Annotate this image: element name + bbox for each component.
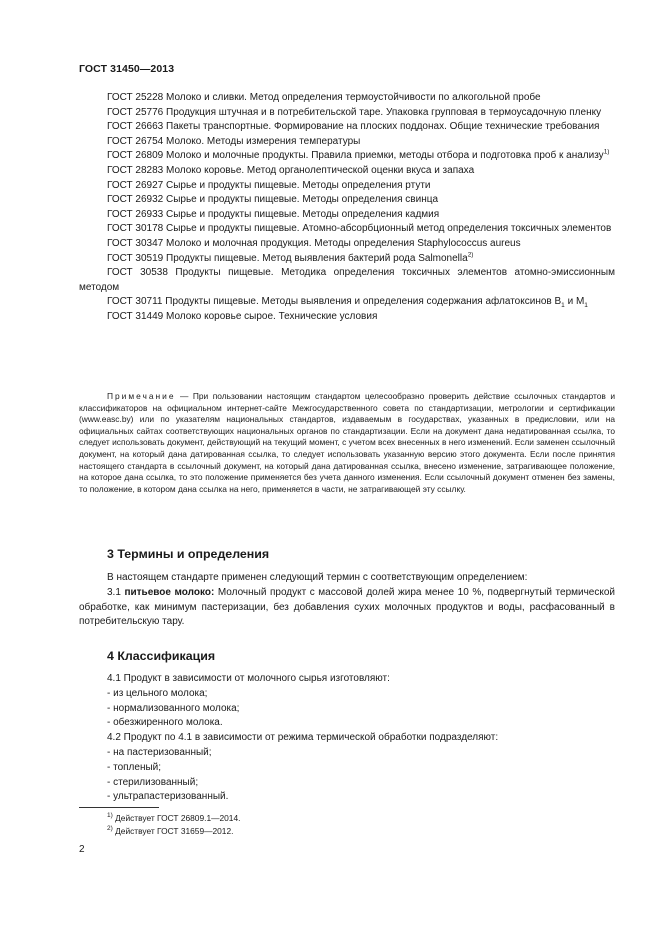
term-definition xyxy=(79,586,615,630)
list-item: - стерилизованный; xyxy=(107,776,199,788)
reference-title: Молоко коровье. Метод органолептической оценки вкуса и запаха xyxy=(166,164,475,176)
reference-item xyxy=(79,310,615,325)
reference-item xyxy=(79,106,615,121)
reference-title: Сырье и продукты пищевые. Методы определения ртути xyxy=(166,179,431,191)
footnote-divider xyxy=(79,807,159,808)
reference-code: ГОСТ 26933 xyxy=(107,208,164,220)
reference-item xyxy=(79,91,615,106)
footnote-mark: 2) xyxy=(107,825,113,833)
reference-code: ГОСТ 31449 xyxy=(107,310,164,322)
reference-title: Молоко и молочная продукция. Методы определения Staphylococcus aureus xyxy=(166,237,521,249)
section-4-body xyxy=(79,672,615,805)
reference-item xyxy=(79,266,615,295)
reference-title: Продукты пищевые. Метод выявления бактерий рода Salmonella xyxy=(166,252,468,264)
section-3-body xyxy=(79,571,615,630)
clause-4-2: 4.2 Продукт по 4.1 в зависимости от режима термической обработки подразделяют: xyxy=(107,732,499,744)
reference-code: ГОСТ 25228 xyxy=(107,92,164,103)
reference-code: ГОСТ 26663 xyxy=(107,121,164,133)
footnotes xyxy=(107,812,240,838)
section-3-intro: В настоящем стандарте применен следующий термин с соответствующим определением: xyxy=(107,572,528,583)
list-item: - из цельного молока; xyxy=(107,687,208,699)
reference-code: ГОСТ 30519 xyxy=(107,252,164,264)
list-item: - ультрапастеризованный. xyxy=(107,791,229,803)
reference-title: Продукты пищевые. Методы выявления и определения содержания афлатоксинов xyxy=(165,296,552,308)
footnote-marker: 2) xyxy=(467,251,474,259)
footnote-item xyxy=(107,812,240,825)
footnote-item xyxy=(107,825,240,838)
page-number: 2 xyxy=(79,844,85,855)
list-item: - топленый; xyxy=(107,761,162,773)
reference-item xyxy=(79,149,615,164)
reference-title: Сырье и продукты пищевые. Методы определения свинца xyxy=(166,194,439,206)
reference-code: ГОСТ 25776 xyxy=(107,106,164,118)
reference-code: ГОСТ 26927 xyxy=(107,179,164,191)
note-text: — При пользовании настоящим стандартом целесообразно проверить действие ссылочных стандартов и классификаторов на официальном интернет-сайте Межгосударственного совета по стандартизации, метрологии и сертификации (www.easc.by) или по указателям национальных стандартов, издаваемым в государствах, указанных в предисловии, или на официальных сайтах соответствующих национальных органов по стандартизации. Если на документ дана недатированная ссылка, то следует использовать документ, действующий на текущий момент, с учетом всех внесенных в него изменений. Если заменен ссылочный документ, на который дана датированная ссылка, то следует использовать указанную версию этого документа. Если после принятия настоящего стандарта в ссылочный документ, на который дана датированная ссылка, внесено изменение, затрагивающее положение, на которое дана ссылка, то это положение применяется без учета данного изменения. Если ссылочный документ отменен без замены, то положение, в котором дана ссылка на него, применяется в части, не затрагивающей эту ссылку. xyxy=(79,391,615,494)
reference-title: Пакеты транспортные. Формирование на плоских поддонах. Общие технические требования xyxy=(166,121,600,133)
list-item: - нормализованного молока; xyxy=(107,702,240,714)
reference-item xyxy=(79,222,615,237)
term-number: 3.1 xyxy=(107,586,125,598)
reference-item xyxy=(79,179,615,194)
reference-title: Молоко и сливки. Метод определения термоустойчивости по алкогольной пробе xyxy=(166,92,541,103)
note-label: Примечание xyxy=(107,391,176,401)
section-3-heading: 3 Термины и определения xyxy=(107,547,270,561)
reference-item xyxy=(79,295,615,310)
aflatoxin-b1: $B_1$ xyxy=(554,296,565,310)
normative-references-list xyxy=(79,91,615,325)
references-note xyxy=(79,391,615,495)
reference-title: Сырье и продукты пищевые. Методы определения кадмия xyxy=(166,208,440,220)
clause-4-1: 4.1 Продукт в зависимости от молочного сырья изготовляют: xyxy=(107,673,390,684)
footnote-text: Действует ГОСТ 31659—2012. xyxy=(112,826,234,836)
reference-code: ГОСТ 30347 xyxy=(107,237,164,249)
list-item: - обезжиренного молока. xyxy=(107,717,223,729)
footnote-marker: 1) xyxy=(603,149,610,157)
reference-item xyxy=(79,237,615,252)
reference-title: Молоко коровье сырое. Технические условия xyxy=(166,310,378,322)
reference-code: ГОСТ 30178 xyxy=(107,223,164,235)
reference-code: ГОСТ 28283 xyxy=(107,164,164,176)
aflatoxin-m1: $M_1$ xyxy=(575,296,588,310)
term-name: питьевое молоко: xyxy=(124,586,215,598)
reference-item xyxy=(79,193,615,208)
footnote-text: Действует ГОСТ 26809.1—2014. xyxy=(112,813,241,823)
footnote-mark: 1) xyxy=(107,812,113,820)
reference-code: ГОСТ 26809 xyxy=(107,150,164,162)
reference-item xyxy=(79,120,615,135)
reference-title: Продукция штучная и в потребительской таре. Упаковка групповая в термоусадочную пленку xyxy=(166,106,602,118)
reference-title: Сырье и продукты пищевые. Атомно-абсорбционный метод определения токсичных элементов xyxy=(166,223,612,235)
reference-item xyxy=(79,164,615,179)
reference-item xyxy=(79,135,615,150)
reference-title: Молоко. Методы измерения температуры xyxy=(166,135,361,147)
reference-title: Продукты пищевые. Методика определения токсичных элементов атомно-эмиссионным методом xyxy=(79,267,615,293)
reference-code: ГОСТ 26932 xyxy=(107,194,164,206)
reference-code: ГОСТ 26754 xyxy=(107,135,164,147)
reference-item xyxy=(79,252,615,267)
document-code-header: ГОСТ 31450—2013 xyxy=(79,63,175,75)
list-item: - на пастеризованный; xyxy=(107,746,212,758)
conjunction: и xyxy=(564,296,576,308)
term-definition-text: Молочный продукт с массовой долей жира менее 10 %, подвергнутый термической обработке, как минимум пастеризации, без добавления сухих молочных продуктов и воды, расфасованный в потребительскую тару. xyxy=(79,586,615,628)
section-4-heading: 4 Классификация xyxy=(107,649,216,663)
reference-code: ГОСТ 30711 xyxy=(107,296,163,308)
reference-title: Молоко и молочные продукты. Правила приемки, методы отбора и подготовка проб к анализу xyxy=(166,150,604,162)
reference-code: ГОСТ 30538 xyxy=(107,267,168,279)
reference-item xyxy=(79,208,615,223)
